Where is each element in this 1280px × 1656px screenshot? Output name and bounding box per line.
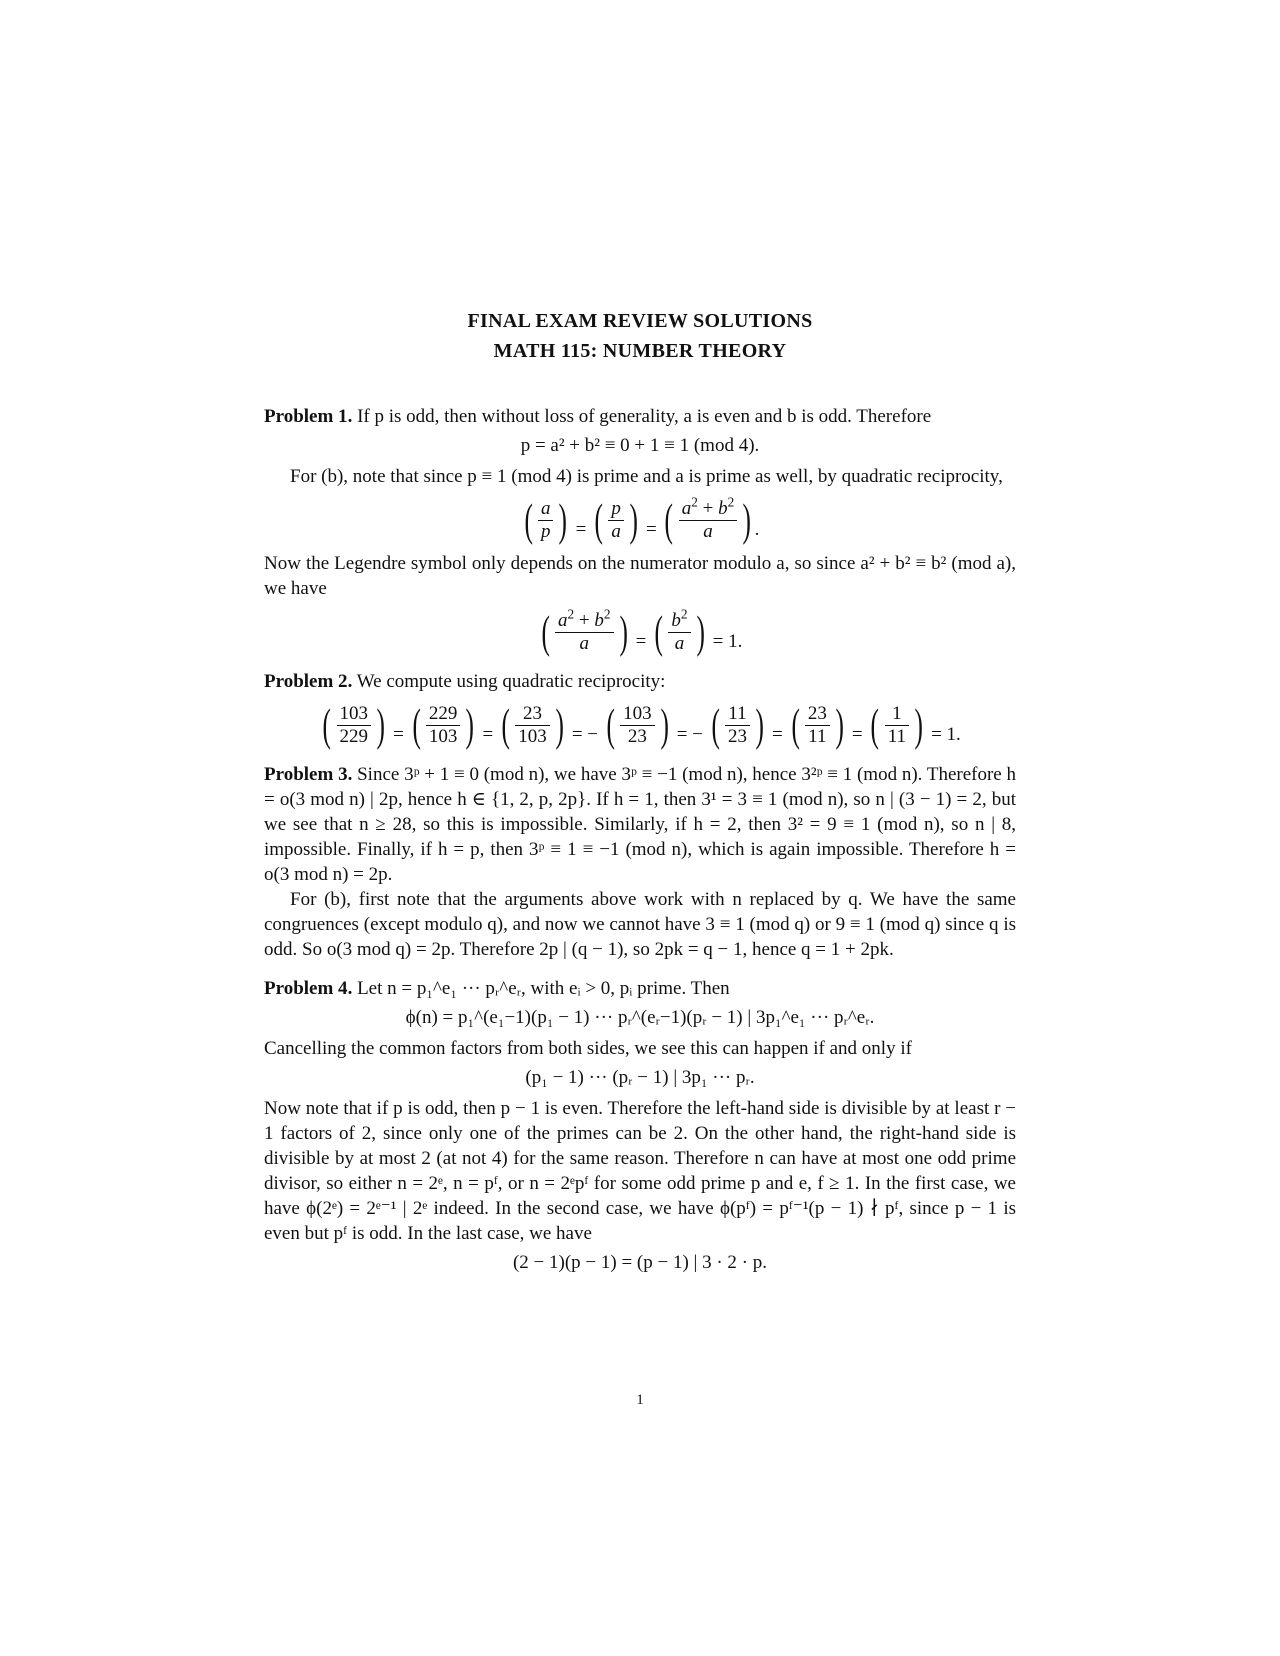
problem-2-text: We compute using quadratic reciprocity: xyxy=(356,671,666,692)
problem-2: Problem 2. We compute using quadratic reciprocity: ( $\frac{103}{229}$ ) = ( $\frac{229}{103}$ ) = ( $\frac{23}{103}$ ) = − ( $\frac{103}{23}$ ) = − ( $\frac{11}{23}$ ) = ( $\frac{23}{11}$ ) = ( $\frac{1}{11}$ ) = 1. xyxy=(264,669,1016,748)
problem-4-equation-2: (p₁ − 1) ··· (pᵣ − 1) | 3p₁ ··· pᵣ. xyxy=(525,1067,755,1088)
legendre-equation-2: ( $\frac{a^2 + b^2}{a}$ ) = ( $\frac{b^2}{a}$ ) = 1. xyxy=(541,606,743,657)
problem-3-part-b: For (b), first note that the arguments above work with n replaced by q. We have the same congruences (except modulo q), and now we cannot have 3 ≡ 1 (mod q) or 9 ≡ 1 (mod q) since q is odd. So o(3 mod q) = 2p. Therefore 2p | (q − 1), so 2pk = q − 1, hence q = 1 + 2pk. xyxy=(264,889,1016,960)
problem-4: Problem 4. Let n = p₁^e₁ ··· pᵣ^eᵣ, with eᵢ > 0, pᵢ prime. Then ϕ(n) = p₁^(e₁−1)(p₁ − 1) ··· pᵣ^(eᵣ−1)(pᵣ − 1) | 3p₁^e₁ ··· pᵣ^eᵣ. Cancelling the common factors from both sides, we see this can happen if and only if (p₁ − 1) ··· (pᵣ − 1) | 3p₁ ··· pᵣ. Now note that if p is odd, then p − 1 is even. Therefore the left-hand side is divisible by at least r − 1 factors of 2, since only one of the primes can be 2. On the other hand, the right-hand side is divisible by at most 2 (at not 4) for the same reason. Therefore n can have at most one odd prime divisor, so either n = 2ᵉ, n = pᶠ, or n = 2ᵉpᶠ for some odd prime p and e, f ≥ 1. In the first case, we have ϕ(2ᵉ) = 2ᵉ⁻¹ | 2ᵉ indeed. In the second case, we have ϕ(pᶠ) = pᶠ⁻¹(p − 1) ∤ pᶠ, since p − 1 is even but pᶠ is odd. In the last case, we have (2 − 1)(p − 1) = (p − 1) | 3 · 2 · p. xyxy=(264,978,1016,1273)
problem-2-heading: Problem 2 xyxy=(264,671,348,692)
page-number: 1 xyxy=(636,1392,644,1408)
title-block xyxy=(264,306,1016,366)
problem-4-heading: Problem 4 xyxy=(264,978,348,999)
legendre-equation-1: ( $\frac{a}{p}$ ) = ( $\frac{p}{a}$ ) = ( $\frac{a^2 + b^2}{a}$ ) . xyxy=(524,494,760,545)
problem-1-equation-1: p = a² + b² ≡ 0 + 1 ≡ 1 (mod 4). xyxy=(520,435,760,456)
problem-1-legendre-note: Now the Legendre symbol only depends on the numerator modulo a, so since a² + b² ≡ b² (mod a), we have xyxy=(264,553,1016,599)
problem-3: Problem 3. Since 3ᵖ + 1 ≡ 0 (mod n), we have 3ᵖ ≡ −1 (mod n), hence 3²ᵖ ≡ 1 (mod n). Therefore h = o(3 mod n) | 2p, hence h ∈ {1, 2, p, 2p}. If h = 1, then 3¹ = 3 ≡ 1 (mod n), so n | (3 − 1) = 2, but we see that n ≥ 28, so this is impossible. Similarly, if h = 2, then 3² = 9 ≡ 1 (mod n), so n | 8, impossible. Finally, if h = p, then 3ᵖ ≡ 1 ≡ −1 (mod n), which is again impossible. Therefore h = o(3 mod n) = 2p. For (b), first note that the arguments above work with n replaced by q. We have the same congruences (except modulo q), and now we cannot have 3 ≡ 1 (mod q) or 9 ≡ 1 (mod q) since q is odd. So o(3 mod q) = 2p. Therefore 2p | (q − 1), so 2pk = q − 1, hence q = 1 + 2pk. xyxy=(264,764,1016,960)
problem-4-equation-1: ϕ(n) = p₁^(e₁−1)(p₁ − 1) ··· pᵣ^(eᵣ−1)(pᵣ − 1) | 3p₁^e₁ ··· pᵣ^eᵣ. xyxy=(405,1007,875,1028)
paper-title: FINAL EXAM REVIEW SOLUTIONS xyxy=(467,310,813,332)
problem-4-equation-3: (2 − 1)(p − 1) = (p − 1) | 3 · 2 · p. xyxy=(512,1252,768,1273)
problem-3-heading: Problem 3 xyxy=(264,764,348,785)
problem-1: Problem 1. If p is odd, then without loss of generality, a is even and b is odd. Therefore p = a² + b² ≡ 0 + 1 ≡ 1 (mod 4). For (b), note that since p ≡ 1 (mod 4) is prime and a is prime as well, by quadratic reciprocity, ( $\frac{a}{p}$ ) = ( $\frac{p}{a}$ ) = ( $\frac{a^2 + b^2}{a}$ ) . Now the Legendre symbol only depends on the numerator modulo a, so since a² + b² ≡ b² (mod a), we have ( $\frac{a^2 + b^2}{a}$ ) = ( $\frac{b^2}{a}$ ) = 1. xyxy=(264,406,1016,657)
problem-3-text: Since 3ᵖ + 1 ≡ 0 (mod n), we have 3ᵖ ≡ −1 (mod n), hence 3²ᵖ ≡ 1 (mod n). Therefore h = o(3 mod n) | 2p, hence h ∈ {1, 2, p, 2p}. If h = 1, then 3¹ = 3 ≡ 1 (mod n), so n | (3 − 1) = 2, but we see that n ≥ 28, so this is impossible. Similarly, if h = 2, then 3² = 9 ≡ 1 (mod n), so n | 8, impossible. Finally, if h = p, then 3ᵖ ≡ 1 ≡ −1 (mod n), which is again impossible. Therefore h = o(3 mod n) = 2p. xyxy=(264,764,1016,885)
problem-1-part-b: For (b), note that since p ≡ 1 (mod 4) is prime and a is prime as well, by quadratic reciprocity, xyxy=(290,466,1003,487)
problem-4-argument: Now note that if p is odd, then p − 1 is even. Therefore the left-hand side is divisible by at least r − 1 factors of 2, since only one of the primes can be 2. On the other hand, the right-hand side is divisible by at most 2 (at not 4) for the same reason. Therefore n can have at most one odd prime divisor, so either n = 2ᵉ, n = pᶠ, or n = 2ᵉpᶠ for some odd prime p and e, f ≥ 1. In the first case, we have ϕ(2ᵉ) = 2ᵉ⁻¹ | 2ᵉ indeed. In the second case, we have ϕ(pᶠ) = pᶠ⁻¹(p − 1) ∤ pᶠ, since p − 1 is even but pᶠ is odd. In the last case, we have xyxy=(264,1098,1016,1244)
paper-page xyxy=(264,306,1016,1281)
course-title: MATH 115: NUMBER THEORY xyxy=(493,340,787,362)
problem-4-cancelling: Cancelling the common factors from both sides, we see this can happen if and only if xyxy=(264,1038,912,1059)
problem-4-text: Let n = p₁^e₁ ··· pᵣ^eᵣ, with eᵢ > 0, pᵢ prime. Then xyxy=(357,978,730,999)
reciprocity-chain: ( $\frac{103}{229}$ ) = ( $\frac{229}{103}$ ) = ( $\frac{23}{103}$ ) = − ( $\frac{103}{23}$ ) = − ( $\frac{11}{23}$ ) = ( $\frac{23}{11}$ ) = ( $\frac{1}{11}$ ) = 1. xyxy=(322,699,961,750)
problem-1-heading: Problem 1 xyxy=(264,406,348,427)
problem-1-text: If p is odd, then without loss of generality, a is even and b is odd. Therefore xyxy=(357,406,932,427)
